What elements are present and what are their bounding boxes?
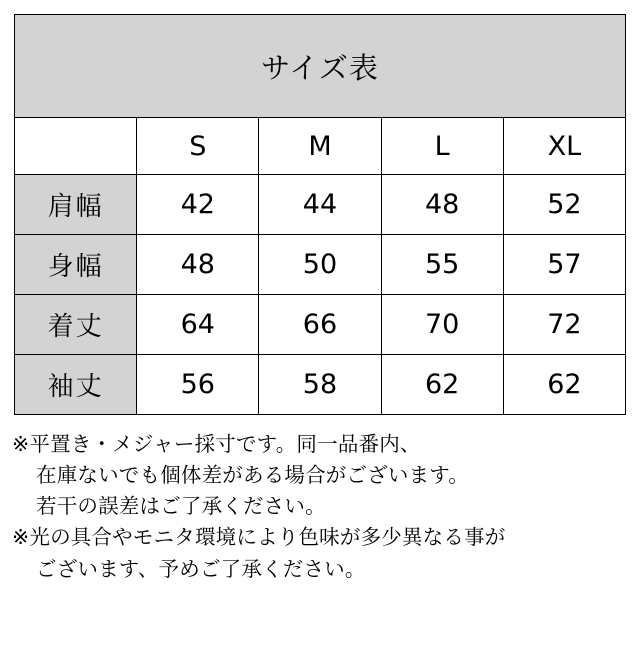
cell-chest-s: 48 (137, 235, 259, 295)
cell-shoulder-m: 44 (259, 175, 381, 235)
size-chart-page (0, 14, 640, 654)
column-header-l: L (381, 118, 503, 175)
table-row (15, 295, 626, 355)
cell-shoulder-xl: 52 (503, 175, 625, 235)
note-line-5: ございます、予めご了承ください。 (36, 556, 366, 581)
table-row (15, 355, 626, 415)
table-title-row (15, 15, 626, 118)
cell-shoulder-s: 42 (137, 175, 259, 235)
table-header-row (15, 118, 626, 175)
cell-length-xl: 72 (503, 295, 625, 355)
size-table-container (14, 14, 626, 415)
size-table (14, 14, 626, 415)
row-label-length: 着丈 (15, 295, 137, 355)
table-row (15, 235, 626, 295)
row-label-shoulder: 肩幅 (15, 175, 137, 235)
table-corner-cell (15, 118, 137, 175)
cell-length-l: 70 (381, 295, 503, 355)
column-header-xl: XL (503, 118, 625, 175)
cell-sleeve-xl: 62 (503, 355, 625, 415)
cell-sleeve-m: 58 (259, 355, 381, 415)
row-label-sleeve: 袖丈 (15, 355, 137, 415)
notes-section (0, 429, 640, 585)
column-header-s: S (137, 118, 259, 175)
column-header-m: M (259, 118, 381, 175)
table-row (15, 175, 626, 235)
note-line-3: 若干の誤差はご了承ください。 (36, 494, 326, 519)
cell-sleeve-s: 56 (137, 355, 259, 415)
cell-chest-m: 50 (259, 235, 381, 295)
note-line-1: ※平置き・メジャー採寸です。同一品番内、 (12, 432, 421, 456)
cell-chest-xl: 57 (503, 235, 625, 295)
cell-chest-l: 55 (381, 235, 503, 295)
cell-shoulder-l: 48 (381, 175, 503, 235)
page-title: サイズ表 (15, 15, 626, 118)
cell-sleeve-l: 62 (381, 355, 503, 415)
note-line-2: 在庫ないでも個体差がある場合がございます。 (36, 463, 470, 488)
cell-length-m: 66 (259, 295, 381, 355)
note-line-4: ※光の具合やモニタ環境により色味が多少異なる事が (12, 525, 506, 550)
row-label-chest: 身幅 (15, 235, 137, 295)
cell-length-s: 64 (137, 295, 259, 355)
